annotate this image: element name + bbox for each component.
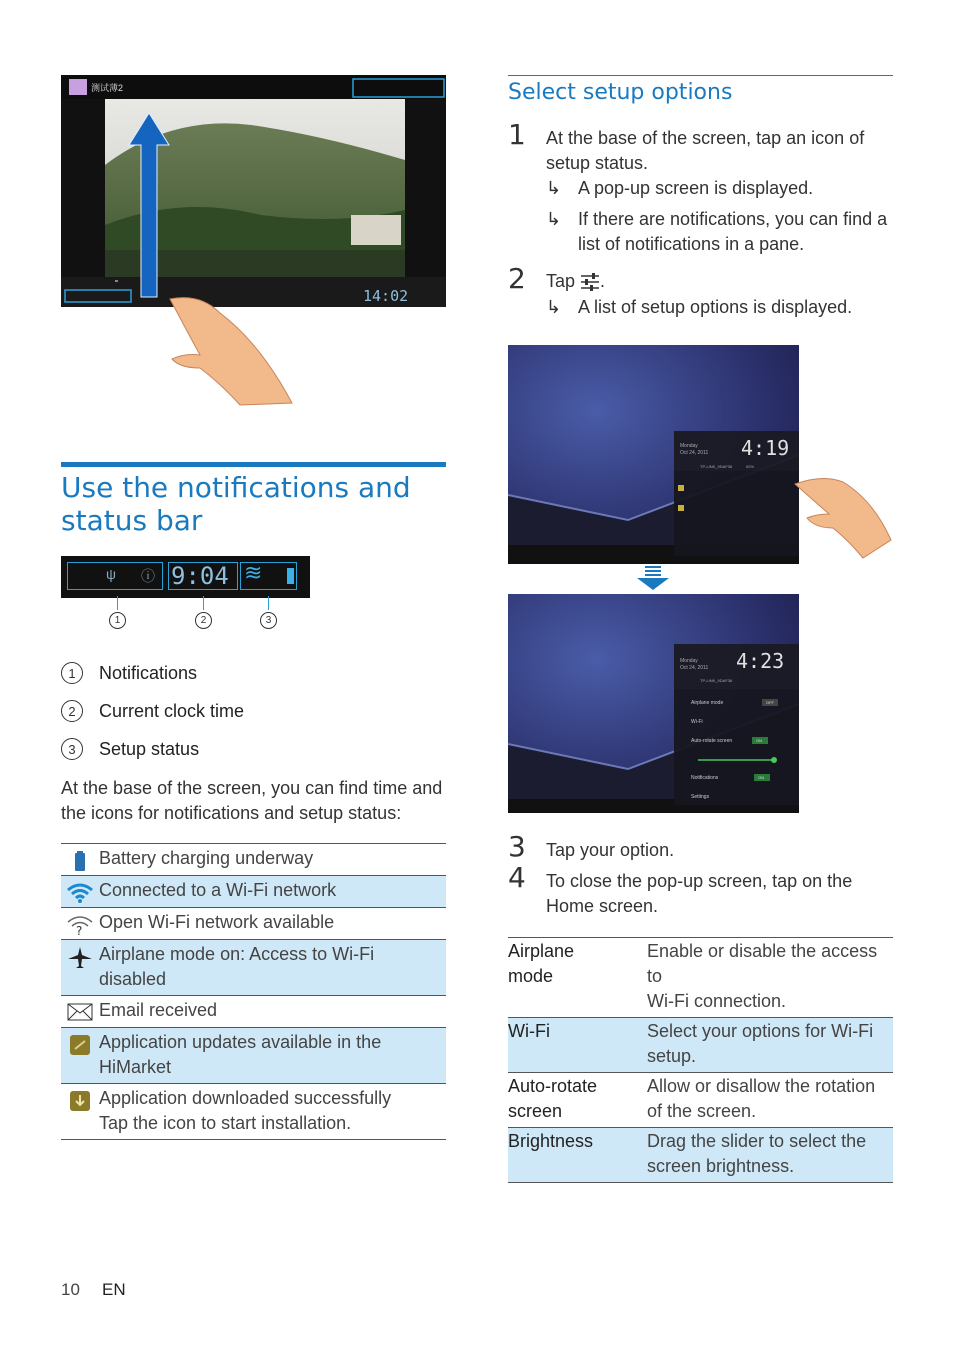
- intro-line1: At the base of the screen, you can find time and: [61, 778, 443, 798]
- step-2-result: A list of setup options is displayed.: [578, 297, 853, 317]
- screen1-clock: 4:19: [741, 436, 790, 460]
- row-text: Open Wi-Fi network available: [99, 912, 335, 932]
- screen2-option-rotate: Auto-rotate screen: [691, 738, 733, 744]
- screen1-date: Oct 24, 2011: [680, 450, 709, 456]
- table-row: [61, 844, 446, 876]
- callout-line-1: [117, 596, 118, 610]
- step-number-4: 4: [508, 861, 526, 894]
- table-row: [61, 1084, 446, 1140]
- step-1-line2: setup status.: [546, 153, 649, 173]
- statusbar-clock: 9:04: [171, 562, 229, 590]
- tablet-screenshot-2: [508, 594, 799, 813]
- callout-1: 1: [109, 612, 126, 629]
- callout-line-3: [268, 596, 269, 610]
- row-text: Airplane mode on: Access to Wi-Fi disabled: [99, 944, 375, 989]
- settings-table: [508, 937, 893, 1183]
- airplane-icon: [61, 940, 99, 995]
- table-row: [61, 876, 446, 908]
- callout-3: 3: [260, 612, 277, 629]
- legend-item-clock: [61, 700, 244, 722]
- statusbar-figure: [61, 556, 310, 598]
- screen2-date: Oct 24, 2011: [680, 665, 709, 671]
- step-1-result-2-line2: list of notifications in a pane.: [578, 234, 805, 254]
- section-rule-right: [508, 75, 893, 76]
- page-number: 10: [61, 1280, 80, 1299]
- row-text: Connected to a Wi-Fi network: [99, 880, 337, 900]
- result-arrow: ↳: [546, 178, 562, 198]
- setting-desc: Enable or disable the access to Wi-Fi connection.: [647, 941, 878, 1011]
- screen2-option-on-rotate: ON: [756, 738, 762, 743]
- step-3-line1: Tap your option.: [546, 840, 675, 860]
- table-row: [508, 1018, 893, 1073]
- photo-screen-title: 测试薄2: [91, 83, 124, 93]
- setting-term: Airplane mode: [508, 941, 575, 986]
- legend-label: Notifications: [99, 662, 198, 683]
- section-rule-left: [61, 462, 446, 467]
- legend-item-notifications: [61, 662, 197, 684]
- setting-term: Wi-Fi: [508, 1021, 550, 1041]
- step-4-line2: Home screen.: [546, 896, 659, 916]
- screen2-option-wifi: Wi-Fi: [691, 719, 703, 725]
- screen2-option-off: OFF: [766, 700, 774, 705]
- setting-desc: Allow or disallow the rotation of the screen.: [647, 1076, 876, 1121]
- app-downloaded-icon: [61, 1084, 99, 1139]
- table-row: [508, 1128, 893, 1183]
- table-row: [61, 940, 446, 996]
- step-1-result-1: A pop-up screen is displayed.: [578, 178, 814, 198]
- hand-swipe-illustration: [160, 293, 300, 408]
- legend-number: 3: [61, 738, 83, 760]
- step-number-3: 3: [508, 830, 526, 863]
- screen2-option-notifications: Notifications: [691, 775, 719, 781]
- info-icon: ⓘ: [141, 568, 155, 584]
- photo-screenshot: [61, 75, 446, 307]
- email-icon: [61, 996, 99, 1027]
- table-row: [61, 908, 446, 940]
- wifi-open-icon: [61, 908, 99, 939]
- screen2-option-airplane: Airplane mode: [691, 700, 724, 706]
- app-update-icon: [61, 1028, 99, 1083]
- step-1-result-2-line1: If there are notifications, you can find a: [578, 209, 888, 229]
- page-language: EN: [102, 1280, 126, 1299]
- legend-item-setup: [61, 738, 199, 760]
- callout-2: 2: [195, 612, 212, 629]
- legend-number: 1: [61, 662, 83, 684]
- usb-icon: ψ: [106, 566, 116, 582]
- settings-sliders-icon: [580, 273, 600, 291]
- status-icon-table: [61, 843, 446, 1140]
- svg-text:?: ?: [76, 924, 83, 935]
- screen2-day: Monday: [680, 658, 698, 664]
- screen1-battery: 92%: [746, 464, 755, 469]
- table-row: [61, 996, 446, 1028]
- wifi-icon: ≋: [244, 560, 263, 585]
- battery-icon: [61, 844, 99, 875]
- screen1-network: TP-LINK_9DAF36: [700, 464, 733, 469]
- step-number-1: 1: [508, 118, 526, 151]
- screen1-day: Monday: [680, 443, 698, 449]
- section-title-right: Select setup options: [508, 80, 733, 105]
- step-number-2: 2: [508, 262, 526, 295]
- legend-label: Current clock time: [99, 700, 245, 721]
- tablet-screenshot-1: [508, 345, 799, 564]
- step-1-line1: At the base of the screen, tap an icon of: [546, 128, 865, 148]
- photo-screen-clock: 14:02: [363, 287, 409, 305]
- hand-tap-illustration: [793, 470, 893, 560]
- step-4-line1: To close the pop-up screen, tap on the: [546, 871, 853, 891]
- result-arrow: ↳: [546, 297, 562, 317]
- table-row: [508, 938, 893, 1018]
- row-text: Application updates available in the HiMarket: [99, 1032, 382, 1077]
- setting-desc: Drag the slider to select the screen brightness.: [647, 1131, 867, 1176]
- legend-number: 2: [61, 700, 83, 722]
- screen2-network: TP-LINK_9DAF36: [700, 678, 733, 683]
- row-text: Battery charging underway: [99, 848, 314, 868]
- screen2-clock: 4:23: [736, 649, 785, 673]
- step-2-line: Tap .: [546, 271, 606, 291]
- wifi-connected-icon: [61, 876, 99, 907]
- table-row: [61, 1028, 446, 1084]
- screen2-option-on-notifications: ON: [758, 775, 764, 780]
- table-row: [508, 1073, 893, 1128]
- row-text: Application downloaded successfully Tap the icon to start installation.: [99, 1088, 392, 1133]
- intro-line2: the icons for notifications and setup status:: [61, 803, 402, 823]
- row-text: Email received: [99, 1000, 218, 1020]
- setting-desc: Select your options for Wi-Fi setup.: [647, 1021, 874, 1066]
- photo-screen-graphic: [61, 75, 446, 307]
- setting-term: Brightness: [508, 1131, 594, 1151]
- arrow-down-icon: [635, 566, 671, 592]
- battery-icon: [287, 568, 294, 584]
- screen2-option-settings: Settings: [691, 794, 710, 800]
- legend-label: Setup status: [99, 738, 200, 759]
- tablet-screen-2-graphic: [508, 594, 799, 813]
- section-title-line1: Use the notifications and: [61, 471, 411, 504]
- callout-line-2: [203, 596, 204, 610]
- section-title-line2: status bar: [61, 504, 203, 537]
- result-arrow: ↳: [546, 209, 562, 229]
- setting-term: Auto-rotate screen: [508, 1076, 598, 1121]
